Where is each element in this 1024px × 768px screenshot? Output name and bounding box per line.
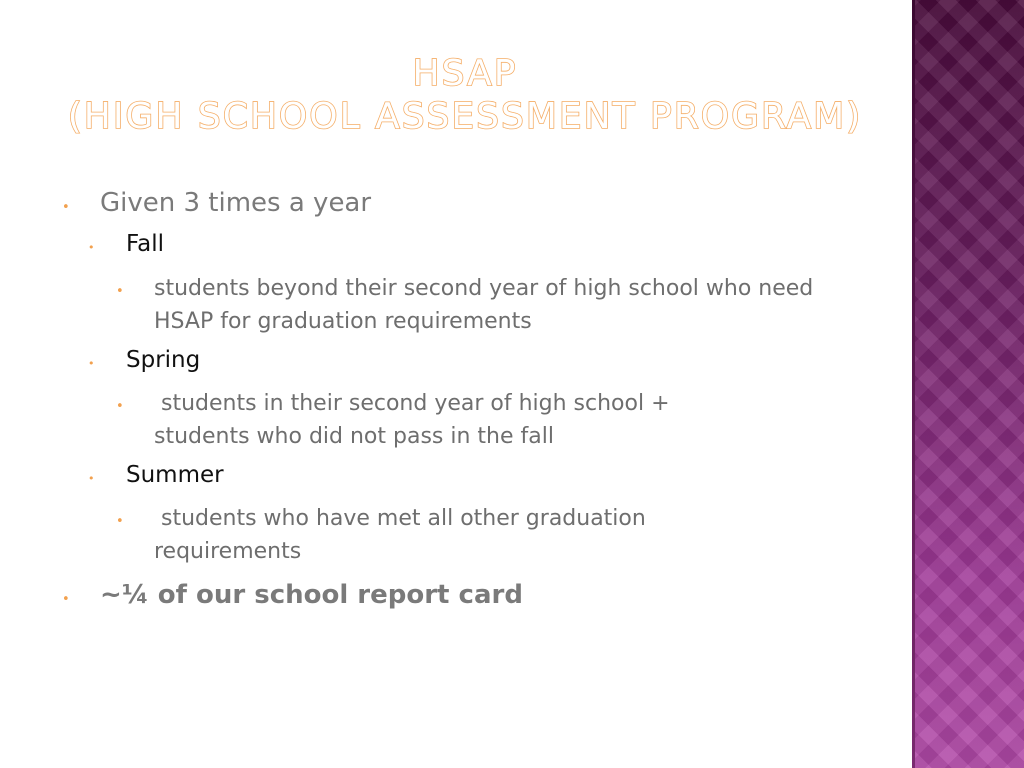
bullet-text: students who have met all other graduation requirements [154,506,653,564]
title-line-2: (HIGH SCHOOL ASSESSMENT PROGRAM) [67,96,863,137]
bullet-dot: • [88,472,95,485]
bullet-dot: • [88,357,95,370]
bullet-given-times [62,188,371,218]
bullet-text: Given 3 times a year [100,188,372,218]
bullet-spring-desc [116,387,756,453]
slide-title [20,52,910,138]
bullet-summer [88,462,224,488]
bullet-fall-desc [116,272,836,338]
bullet-text: Summer [126,462,224,488]
bullet-dot: • [116,399,124,414]
bullet-dot: • [62,592,70,607]
bullet-text: Fall [126,231,164,257]
decorative-side-band [912,0,1024,768]
bullet-report-card [62,580,523,610]
bullet-text: ~¼ of our school report card [100,580,523,610]
decorative-side-edge [912,0,915,768]
title-line-1: HSAP [412,53,518,94]
bullet-dot: • [116,514,124,529]
bullet-dot: • [88,241,95,254]
bullet-dot: • [116,284,124,299]
bullet-dot: • [62,200,70,215]
bullet-summer-desc [116,502,736,568]
bullet-text: students in their second year of high school + students who did not pass in the fall [154,391,677,449]
bullet-text: students beyond their second year of high school who need HSAP for graduation requirements [154,276,814,334]
bullet-spring [88,347,200,373]
bullet-fall [88,231,164,257]
bullet-text: Spring [126,347,201,373]
